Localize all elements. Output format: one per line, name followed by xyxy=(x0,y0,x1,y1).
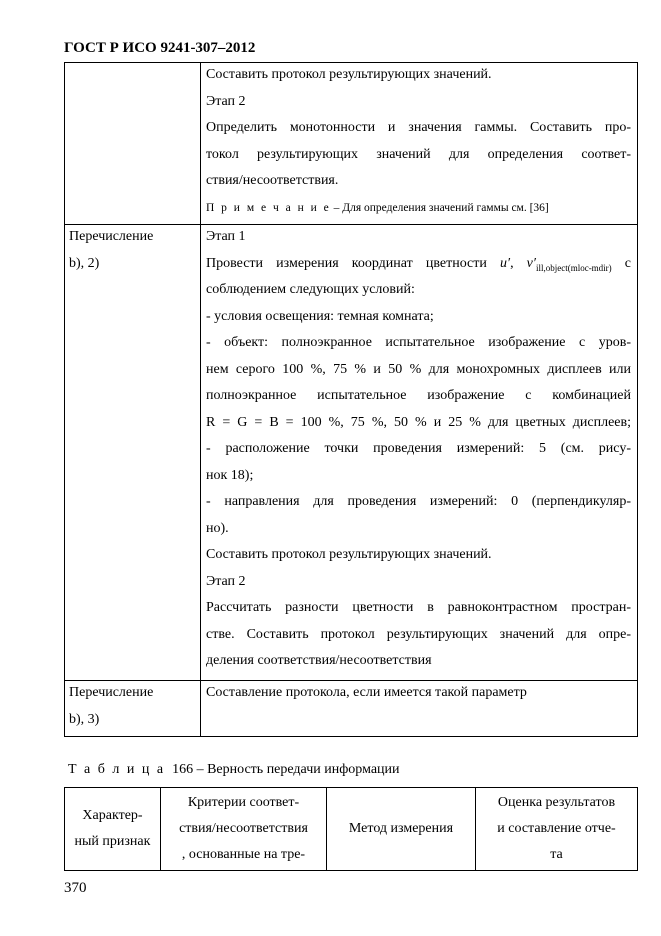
measure-suffix: с xyxy=(611,255,632,271)
note-line xyxy=(206,196,631,223)
table-166 xyxy=(64,787,638,871)
table-caption xyxy=(68,762,400,778)
column-header xyxy=(476,788,638,871)
text-line: - расположение точки проведения измерений: 5 (см. рису- xyxy=(206,441,631,456)
text-line: - направления для проведения измерений: 0 (перпендикуляр- xyxy=(206,494,631,509)
header-line: и составление отче- xyxy=(497,821,616,836)
header-line: ный признак xyxy=(74,834,151,849)
text-line: ствия/несоответствия. xyxy=(206,173,339,188)
measure-text: Провести измерения координат цветности xyxy=(206,255,500,271)
symbol-u: u′ xyxy=(500,255,511,271)
caption-text: 166 – Верность передачи информации xyxy=(165,762,400,777)
table-cell-content xyxy=(201,63,638,225)
symbol-subscript: ill,object(mloc-mdir) xyxy=(535,262,612,273)
text-line: - объект: полноэкранное испытательное изображение с уров- xyxy=(206,335,631,350)
text-line: R = G = B = 100 %, 75 %, 50 % и 25 % для цветных дисплеев; xyxy=(206,414,631,430)
text-line: но). xyxy=(206,520,229,536)
header-line: Характер- xyxy=(82,808,143,823)
measure-line xyxy=(206,252,631,279)
text-line: стве. Составить протокол результирующих значений для опре- xyxy=(206,626,631,642)
table-cell-label xyxy=(65,225,201,681)
text-line: Составить протокол результирующих значений. xyxy=(206,67,492,82)
row-label: b), 3) xyxy=(69,711,100,727)
table-row xyxy=(65,225,638,681)
text-line: Составить протокол результирующих значений. xyxy=(206,547,492,562)
header-line: Метод измерения xyxy=(348,821,454,836)
row-label: Перечисление xyxy=(69,229,154,244)
table-row xyxy=(65,63,638,225)
column-header xyxy=(327,788,476,871)
text-line: нок 18); xyxy=(206,467,254,483)
header-line: ствия/несоответствия xyxy=(179,821,308,836)
table-header-row xyxy=(65,788,638,871)
header-line: Критерии соответ- xyxy=(187,795,300,810)
text-line: Определить монотонности и значения гаммы. Составить про- xyxy=(206,120,631,135)
text-line: полноэкранное испытательное изображение с комбинацией xyxy=(206,388,631,403)
header-line: Оценка результатов xyxy=(497,795,616,810)
comma: , xyxy=(510,255,527,271)
table-cell-content xyxy=(201,225,638,681)
note-label: П р и м е ч а н и е xyxy=(206,201,331,214)
text-line: Рассчитать разности цветности в равноконтрастном простран- xyxy=(206,600,631,615)
text-line: нем серого 100 %, 75 % и 50 % для монохромных дисплеев или xyxy=(206,361,631,377)
note-text: – Для определения значений гаммы см. [36] xyxy=(333,201,549,214)
table-cell-empty xyxy=(65,63,201,225)
main-table xyxy=(64,62,638,737)
text-line: деления соответствия/несоответствия xyxy=(206,653,432,668)
text-line: токол результирующих значений для определения соответ- xyxy=(206,146,631,162)
table-cell-content xyxy=(201,681,638,737)
text-line: соблюдением следующих условий: xyxy=(206,282,415,297)
table-row xyxy=(65,681,638,737)
symbol-v: v′ xyxy=(526,255,536,271)
document-header: ГОСТ Р ИСО 9241-307–2012 xyxy=(64,40,256,56)
table-cell-label xyxy=(65,681,201,737)
text-line: Этап 1 xyxy=(206,229,246,244)
text-line: Составление протокола, если имеется такой параметр xyxy=(206,685,527,700)
header-line: , основанные на тре- xyxy=(181,847,306,862)
column-header xyxy=(161,788,327,871)
column-header xyxy=(65,788,161,871)
text-line: Этап 2 xyxy=(206,573,246,589)
header-line: та xyxy=(550,847,563,862)
caption-label: Т а б л и ц а xyxy=(68,762,166,777)
row-label: b), 2) xyxy=(69,255,100,271)
text-line: - условия освещения: темная комната; xyxy=(206,308,434,324)
row-label: Перечисление xyxy=(69,685,154,700)
page-number: 370 xyxy=(64,880,87,896)
text-line: Этап 2 xyxy=(206,93,246,109)
